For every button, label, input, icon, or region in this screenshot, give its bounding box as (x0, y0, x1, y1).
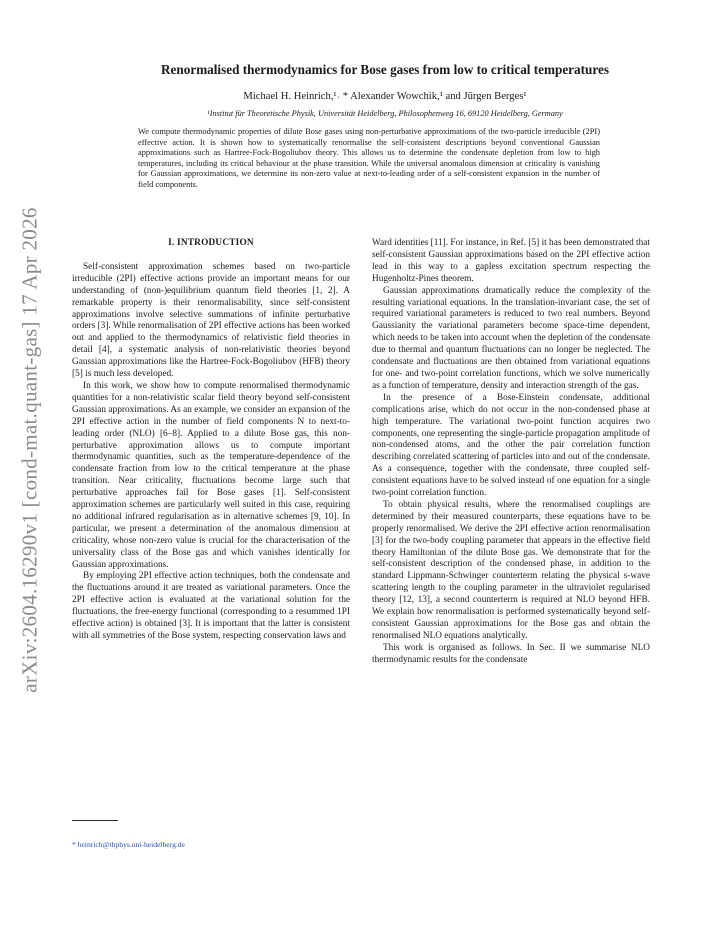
left-column (72, 238, 350, 643)
body-paragraph: Gaussian approximations dramatically reduce the complexity of the resulting variational equations. In the translation-invariant case, the set of required variational parameters is reduced to two real numbers. Beyond Gaussianity the variational parameters become space-time dependent, which needs to be taken into account when the depletion of the condensate due to thermal and quantum fluctuations can no longer be neglected. The condensate and fluctuations are then obtained from variational equations for one- and two-point correlation functions, which we solve numerically as a function of temperature, density and interaction strength of the gas. (372, 285, 650, 391)
abstract: We compute thermodynamic properties of dilute Bose gases using non-perturbative approximations of the two-particle irreducible (2PI) effective action. It is shown how to systematically renormalise the self-consistent descriptions beyond conventional Gaussian approximations such as Hartree-Fock-Bogoliubov theory. This allows us to determine the condensate depletion from low to high temperatures, including its critical behaviour at the phase transition. While the universal anomalous dimension at criticality is vanishing for Gaussian approximations, we determine its non-zero value at next-to-leading order of a self-consistent expansion in the number of field components. (138, 127, 600, 189)
body-paragraph: In the presence of a Bose-Einstein condensate, additional complications arise, which do not occur in the non-condensed phase at high temperature. The variational two-point function acquires two components, one representing the single-particle propagation amplitude of non-condensed atoms, and the other the pair correlation function describing correlated scattering of particles into and out of the condensate. As a consequence, together with the condensate, three coupled self-consistent equations have to be solved instead of one equation for a single two-point correlation function. (372, 392, 650, 499)
affiliation: ¹Institut für Theoretische Physik, Universität Heidelberg, Philosophenweg 16, 69120 Heidelberg, Germany (207, 109, 563, 118)
author-list: Michael H. Heinrich,¹˒ * Alexander Wowchik,¹ and Jürgen Berges¹ (243, 91, 527, 102)
right-column (372, 238, 650, 667)
section-heading-introduction: I. INTRODUCTION (168, 238, 254, 248)
body-paragraph: Self-consistent approximation schemes based on two-particle irreducible (2PI) effective actions provide an important means for our understanding of (non-)equilibrium quantum field theories [1, 2]. A remarkable property is their renormalisability, since self-consistent approximations involve selective summations of infinite perturbative orders [3]. While renormalisation of 2PI effective actions has been worked out and applied to the thermodynamics of relativistic field theories in detail [4], a systematic analysis of non-relativistic theories beyond Gaussian approximations like the Hartree-Fock-Bogoliubov (HFB) theory [5] is much less developed. (72, 261, 350, 380)
body-paragraph: To obtain physical results, where the renormalised couplings are determined by their measured counterparts, these equations have to be properly renormalised. We derive the 2PI effective action renormalisation [3] for the two-body coupling parameter that appears in the effective field theory Hamiltonian of the dilute Bose gas. We demonstrate that for the self-consistent description of the condensed phase, in addition to the standard Lippmann-Schwinger counterterm relating the physical s-wave scattering length to the coupling parameter in the ultraviolet regularised theory [12, 13], a second counterterm is required at NLO beyond HFB. We explain how renormalisation is performed systematically beyond self-consistent Gaussian approximations for the Bose gas and obtain the renormalised NLO equations analytically. (372, 499, 650, 641)
body-paragraph: In this work, we show how to compute renormalised thermodynamic quantities for a non-relativistic scalar field theory beyond self-consistent Gaussian approximations. As an example, we consider an expansion of the 2PI effective action in the number of field components N to next-to-leading order (NLO) [6–8]. Applied to a dilute Bose gas, this non-perturbative approximation allows us to compute important thermodynamic quantities, such as the temperature-dependence of the condensate fraction from low to the critical temperature at the phase transition. Near criticality, fluctuations become large such that perturbative approaches fail for Bose gases [1]. Self-consistent approximation schemes are particularly well suited in this case, requiring no additional infrared regularisation as in alternative schemes [9, 10]. In particular, we present a determination of the anomalous dimension at criticality, whose non-zero value is crucial for the characterisation of the universality class of the Bose gas and which vanishes identically for Gaussian approximations. (72, 380, 350, 570)
body-paragraph: This work is organised as follows. In Sec. II we summarise NLO thermodynamic results for the condensate (372, 642, 650, 665)
author-email-link[interactable]: * heinrich@thphys.uni-heidelberg.de (72, 840, 185, 849)
arxiv-sidebar (6, 180, 54, 720)
body-paragraph: Ward identities [11]. For instance, in Ref. [5] it has been demonstrated that self-consistent Gaussian approximations based on the 2PI effective action lead in this way to a gapless excitation spectrum respecting the Hugenholtz-Pines theorem. (372, 238, 650, 284)
footnote-divider (72, 820, 118, 821)
body-paragraph: By employing 2PI effective action techniques, both the condensate and the fluctuations around it are treated as variational parameters. Once the 2PI effective action is evaluated at the variational solution for the fluctuations, the free-energy functional (corresponding to a resummed 1PI effective action) is obtained [3]. It is important that the latter is consistent with all symmetries of the Bose system, respecting conservation laws and (72, 571, 350, 641)
paper-title: Renormalised thermodynamics for Bose gases from low to critical temperatures (161, 62, 609, 77)
arxiv-identifier: arXiv:2604.16290v1 [cond-mat.quant-gas] 17 Apr 2026 (17, 207, 42, 693)
